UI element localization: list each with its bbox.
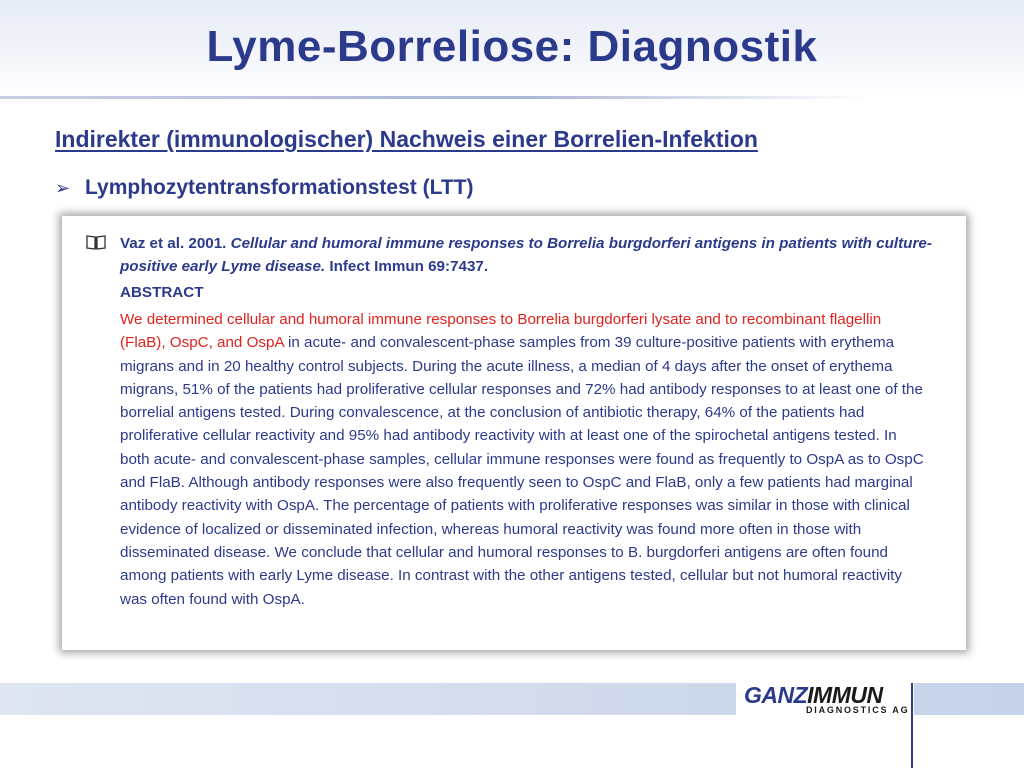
logo-tagline: DIAGNOSTICS AG — [806, 705, 910, 715]
citation-journal: Infect Immun 69:7437. — [325, 258, 489, 275]
abstract-box — [62, 216, 966, 650]
abstract-body — [120, 308, 930, 611]
company-logo — [736, 683, 914, 715]
abstract-text: in acute- and convalescent-phase samples from 39 culture-positive patients with erythema migrans and in 20 healthy control subjects. During the acute illness, a median of 4 days after the onset of erythema migrans, 51% of the patients had proliferative cellular responses and 72% had antibody responses to at least one of the borrelial antigens tested. During convalescence, at the conclusion of antibiotic therapy, 64% of the patients had proliferative cellular reactivity and 95% had antibody reactivity with at least one of the spirochetal antigens tested. In both acute- and convalescent-phase samples, cellular immune responses were found as frequently to OspA as to OspC and FlaB. Although antibody responses were also frequently seen to OspC and FlaB, only a few patients had marginal antibody reactivity with OspA. The percentage of patients with proliferative responses was similar in those with clinical evidence of localized or disseminated infection, whereas humoral reactivity was found more often in those with disseminated disease. We conclude that cellular and humoral responses to B. burgdorferi antigens are often found among patients with early Lyme disease. In contrast with the other antigens tested, cellular but not humoral reactivity was often found with OspA. — [120, 334, 924, 608]
logo-part-ganz: GANZ — [744, 682, 808, 708]
abstract-heading: ABSTRACT — [120, 284, 204, 301]
bullet-text: Lymphozytentransformationstest (LTT) — [85, 176, 474, 199]
citation-title: Cellular and humoral immune responses to Borrelia burgdorferi antigens in patients with culture-positive early Lyme disease. — [120, 235, 932, 275]
logo-wordmark — [744, 683, 883, 707]
slide-title: Lyme-Borreliose: Diagnostik — [206, 22, 818, 71]
header-divider — [0, 96, 870, 99]
open-book-icon — [86, 234, 106, 250]
abstract-highlight: We determined cellular and humoral immune responses to Borrelia burgdorferi lysate and to recombinant flagellin (FlaB), OspC, and OspA — [120, 311, 882, 352]
logo-part-immun: IMMUN — [807, 682, 883, 708]
slide-subtitle: Indirekter (immunologischer) Nachweis einer Borrelien-Infektion — [55, 126, 758, 152]
bullet-item — [55, 176, 474, 200]
citation-authors: Vaz et al. 2001. — [120, 235, 231, 252]
citation — [120, 232, 946, 278]
arrow-bullet-icon: ➢ — [55, 177, 71, 198]
footer-vertical-line — [911, 683, 913, 768]
